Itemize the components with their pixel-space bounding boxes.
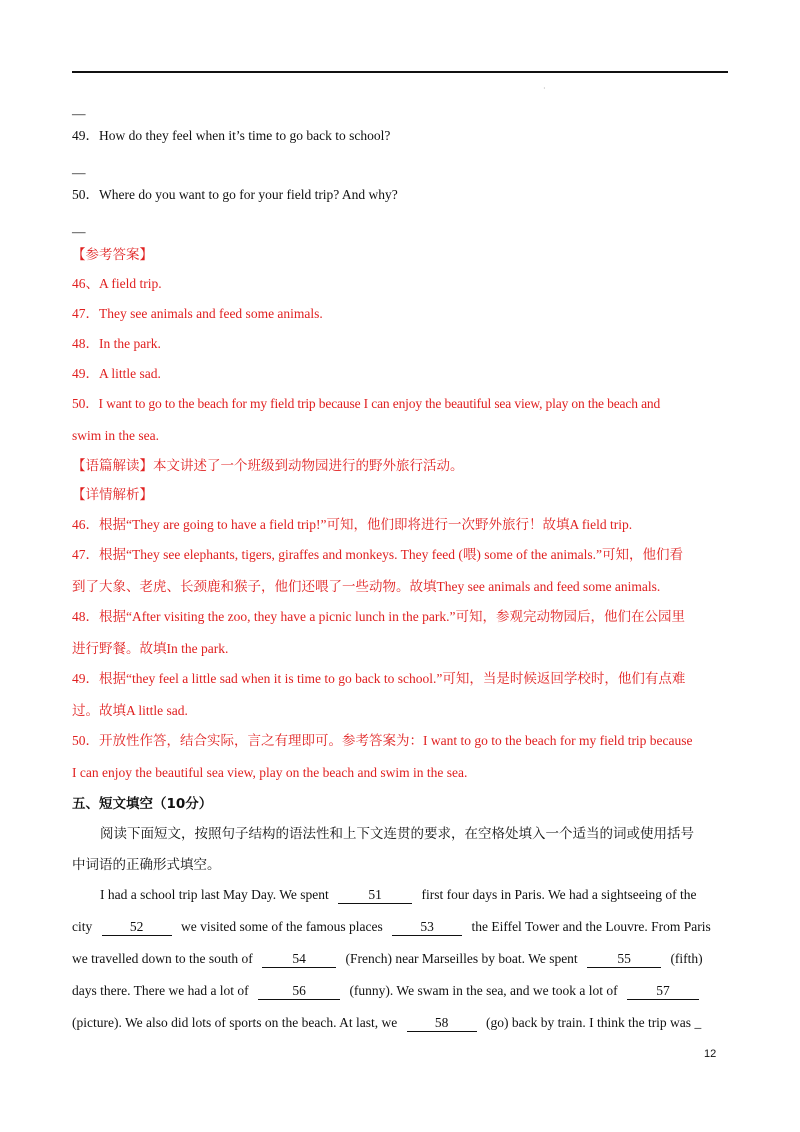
passage-text: (funny). We swam in the sea, and we took a lot of — [349, 983, 618, 998]
passage-line-2 — [72, 917, 711, 937]
detail-48: 48．根据“After visiting the zoo, they have a picnic lunch in the park.”可知，参观完动物园后，他们在公园里 — [72, 609, 686, 624]
trailing-blank: _ — [694, 1015, 702, 1030]
detail-47-cont: 到了大象、老虎、长颈鹿和猴子，他们还喂了一些动物。故填They see animals and feed some animals. — [72, 579, 661, 594]
blank-55[interactable]: 55 — [587, 950, 661, 968]
detail-49: 49．根据“they feel a little sad when it is time to go back to school.”可知，当是时候返回学校时，他们有点难 — [72, 671, 686, 686]
passage-text: the Eiffel Tower and the Louvre. From Paris — [471, 919, 711, 934]
blank-58[interactable]: 58 — [407, 1014, 477, 1032]
detail-46: 46．根据“They are going to have a field trip!”可知，他们即将进行一次野外旅行！故填A field trip. — [72, 517, 633, 532]
blank-53[interactable]: 53 — [392, 918, 462, 936]
passage-text: days there. There we had a lot of — [72, 983, 249, 998]
passage-text: (fifth) — [670, 951, 703, 966]
question-49: 49．How do they feel when it’s time to go back to school? — [72, 128, 391, 143]
instructions: 阅读下面短文，按照句子结构的语法性和上下文连贯的要求，在空格处填入一个适当的词或使用括号 — [100, 826, 694, 841]
decorative-dot: · — [543, 84, 546, 93]
answer-47: 47．They see animals and feed some animals. — [72, 306, 323, 321]
blank-56[interactable]: 56 — [258, 982, 340, 1000]
page-number: 12 — [704, 1048, 717, 1060]
passage-text: (go) back by train. I think the trip was — [485, 1015, 692, 1030]
passage-text: we travelled down to the south of — [72, 951, 253, 966]
passage-text: (French) near Marseilles by boat. We spent — [345, 951, 578, 966]
answer-48: 48．In the park. — [72, 336, 161, 351]
blank-57[interactable]: 57 — [627, 982, 699, 1000]
detail-49-cont: 过。故填A little sad. — [72, 703, 188, 718]
passage-text: we visited some of the famous places — [181, 919, 383, 934]
passage-line-3 — [72, 949, 703, 969]
section-title: 五、短文填空（10分） — [72, 796, 213, 812]
passage-line-1 — [100, 885, 696, 905]
answer-dash: — — [72, 106, 86, 121]
answers-header: 【参考答案】 — [72, 247, 153, 262]
blank-52[interactable]: 52 — [102, 918, 172, 936]
question-50: 50．Where do you want to go for your field trip? And why? — [72, 187, 398, 202]
details-header: 【详情解析】 — [72, 487, 153, 502]
answer-dash: — — [72, 165, 86, 180]
detail-47: 47．根据“They see elephants, tigers, giraffes and monkeys. They feed (喂) some of the animals.”可知，他们看 — [72, 547, 683, 562]
instructions-cont: 中词语的正确形式填空。 — [72, 857, 221, 872]
detail-50-cont: I can enjoy the beautiful sea view, play on the beach and swim in the sea. — [72, 765, 468, 780]
answer-46: 46、A field trip. — [72, 276, 162, 291]
top-rule — [72, 71, 728, 73]
blank-54[interactable]: 54 — [262, 950, 336, 968]
passage-text: I had a school trip last May Day. We spent — [100, 887, 329, 902]
passage-line-4 — [72, 981, 699, 1001]
answer-49: 49．A little sad. — [72, 366, 161, 381]
passage-analysis: 【语篇解读】本文讲述了一个班级到动物园进行的野外旅行活动。 — [72, 458, 464, 473]
blank-51[interactable]: 51 — [338, 886, 412, 904]
answer-dash: — — [72, 224, 86, 239]
passage-text: (picture). We also did lots of sports on the beach. At last, we — [72, 1015, 398, 1030]
passage-line-5 — [72, 1013, 701, 1033]
answer-50: 50．I want to go to the beach for my field trip because I can enjoy the beautiful sea view, play on the beach and — [72, 396, 661, 411]
answer-50-cont: swim in the sea. — [72, 428, 159, 443]
detail-50: 50．开放性作答，结合实际，言之有理即可。参考答案为：I want to go to the beach for my field trip because — [72, 733, 693, 748]
detail-48-cont: 进行野餐。故填In the park. — [72, 641, 229, 656]
passage-text: city — [72, 919, 93, 934]
passage-text: first four days in Paris. We had a sightseeing of the — [421, 887, 697, 902]
